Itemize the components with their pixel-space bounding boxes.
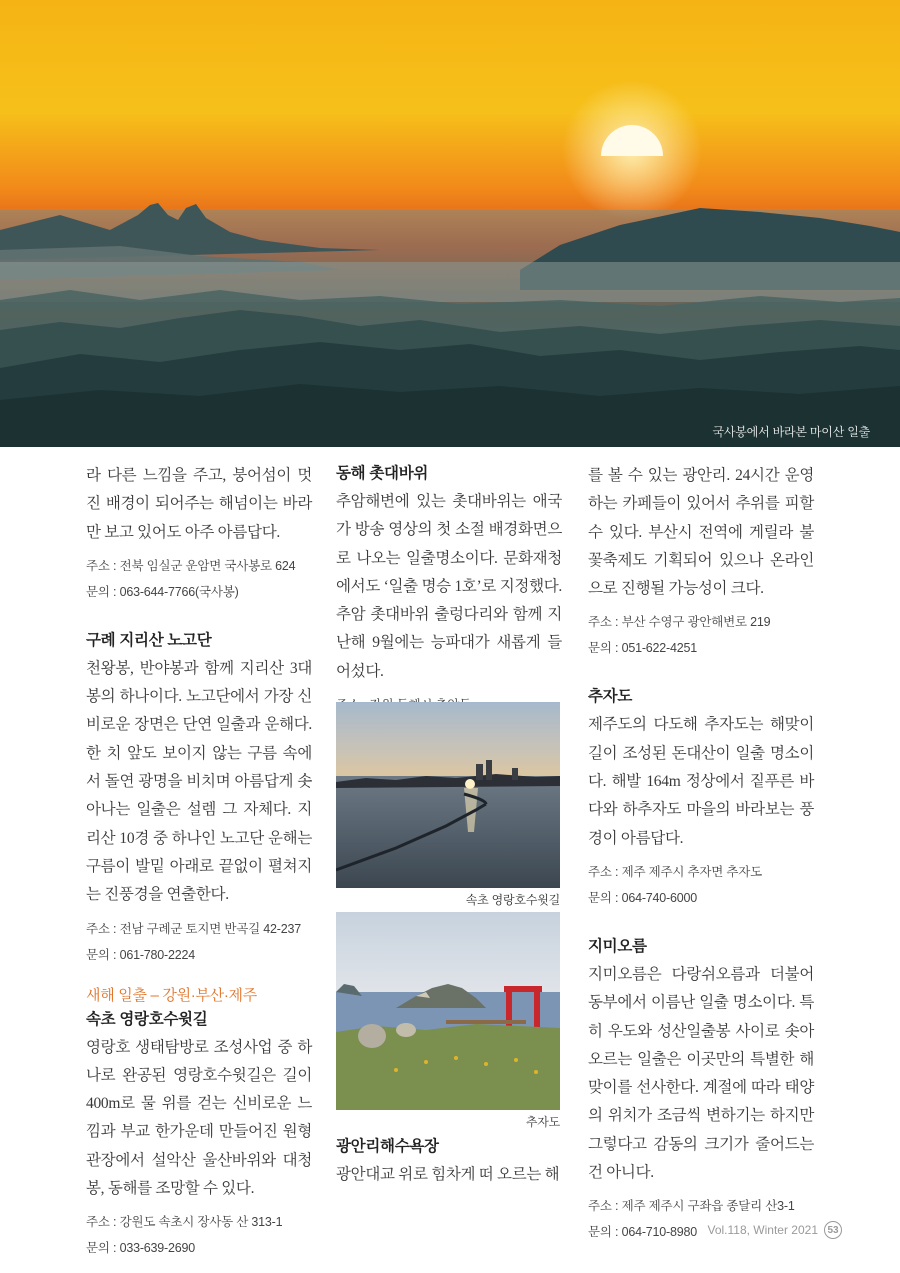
gwangalli-continued-text: 를 볼 수 있는 광안리. 24시간 운영하는 카페들이 있어서 추위를 피할 수 있다. 부산시 전역에 게릴라 불꽃축제도 기획되어 있으나 온라인으로 진행될 가능성이 크다. bbox=[588, 467, 814, 598]
photo1-caption: 속초 영랑호수윗길 bbox=[465, 893, 560, 907]
section-label: 새해 일출 – 강원·부산·제주 bbox=[86, 986, 257, 1004]
sokcho-lake-photo bbox=[336, 702, 560, 888]
sokcho-title: 속초 영랑호수윗길 bbox=[86, 1010, 208, 1028]
nogodan-title: 구례 지리산 노고단 bbox=[86, 631, 212, 649]
page-footer bbox=[707, 1221, 842, 1239]
issue-label: Vol.118, Winter 2021 bbox=[707, 1223, 818, 1237]
sunrise-landscape-image bbox=[0, 0, 900, 447]
nogodan-address: 주소 : 전남 구례군 토지면 반곡길 42-237 bbox=[86, 921, 302, 936]
jimi-title: 지미오름 bbox=[588, 937, 647, 955]
chuja-contact: 문의 : 064-740-6000 bbox=[588, 890, 698, 905]
gwangalli-title: 광안리해수욕장 bbox=[336, 1138, 439, 1155]
column-3 bbox=[588, 462, 814, 1245]
photo2-caption: 추자도 bbox=[525, 1115, 560, 1129]
chujado-photo bbox=[336, 912, 560, 1110]
nogodan-text: 천왕봉, 반야봉과 함께 지리산 3대 봉의 하나이다. 노고단에서 가장 신비로운 장면은 단연 일출과 운해다. 한 치 앞도 보이지 않는 구름 속에서 돌연 광명을 비치며 아름답게 솟아나는 일출은 설렘 그 자체다. 지리산 10경 중 하나인 노고단 운해는 구름이 발밑 아래로 끝없이 펼쳐지는 진풍경을 연출한다. bbox=[86, 659, 312, 904]
chotdae-text: 추암해변에 있는 촛대바위는 애국가 방송 영상의 첫 소절 배경화면으로 나오는 일출명소이다. 문화재청에서도 ‘일출 명승 1호’로 지정했다. 추암 촛대바위 출렁다리와 함께 지난해 9월에는 능파대가 새롭게 들어섰다. bbox=[336, 493, 562, 680]
jimi-text: 지미오름은 다랑쉬오름과 더불어 동부에서 이름난 일출 명소이다. 특히 우도와 성산일출봉 사이로 솟아오르는 일출은 이곳만의 특별한 해맞이를 선사한다. 계절에 따라 태양의 위치가 조금씩 변하기는 하지만 그렇다고 감동의 크기가 줄어드는 건 아니다. bbox=[588, 965, 814, 1182]
nogodan-contact: 문의 : 061-780-2224 bbox=[86, 947, 196, 962]
sokcho-address: 주소 : 강원도 속초시 장사동 산 313-1 bbox=[86, 1215, 283, 1230]
page-number: 53 bbox=[824, 1221, 842, 1239]
sokcho-text: 영랑호 생태탐방로 조성사업 중 하나로 완공된 영랑호수윗길은 길이 400m로 물 위를 걷는 신비로운 느낌과 부교 한가운데 만들어진 원형 관장에서 설악산 울산바위와 대청봉, 동해를 조망할 수 있다. bbox=[86, 1038, 312, 1198]
chuja-address: 주소 : 제주 제주시 추자면 추자도 bbox=[588, 864, 763, 879]
gwangalli-text: 광안대교 위로 힘차게 떠 오르는 해 bbox=[336, 1166, 560, 1183]
chuja-title: 추자도 bbox=[588, 688, 633, 706]
sokcho-contact: 문의 : 033-639-2690 bbox=[86, 1241, 196, 1256]
gwangalli-address: 주소 : 부산 수영구 광안해변로 219 bbox=[588, 615, 771, 630]
intro-contact: 문의 : 063-644-7766(국사봉) bbox=[86, 584, 239, 599]
chuja-text: 제주도의 다도해 추자도는 해맞이길이 조성된 돈대산이 일출 명소이다. 해발 164m 정상에서 짙푸른 바다와 하추자도 마을의 바라보는 풍경이 아름답다. bbox=[588, 716, 814, 847]
gwangalli-block bbox=[336, 1135, 562, 1189]
column-1 bbox=[86, 462, 312, 1261]
hero-photo-caption: 국사봉에서 바라본 마이산 일출 bbox=[712, 425, 870, 439]
jimi-address: 주소 : 제주 제주시 구좌읍 종달리 산3-1 bbox=[588, 1199, 795, 1214]
hero-photo bbox=[0, 0, 900, 447]
intro-address: 주소 : 전북 임실군 운암면 국사봉로 624 bbox=[86, 558, 296, 573]
gwangalli-contact: 문의 : 051-622-4251 bbox=[588, 641, 698, 656]
intro-continued-text: 라 다른 느낌을 주고, 붕어섬이 멋진 배경이 되어주는 해넘이는 바라만 보고 있어도 아주 아름답다. bbox=[86, 467, 312, 541]
chotdae-title: 동해 촛대바위 bbox=[336, 465, 429, 482]
jimi-contact: 문의 : 064-710-8980 bbox=[588, 1225, 698, 1240]
